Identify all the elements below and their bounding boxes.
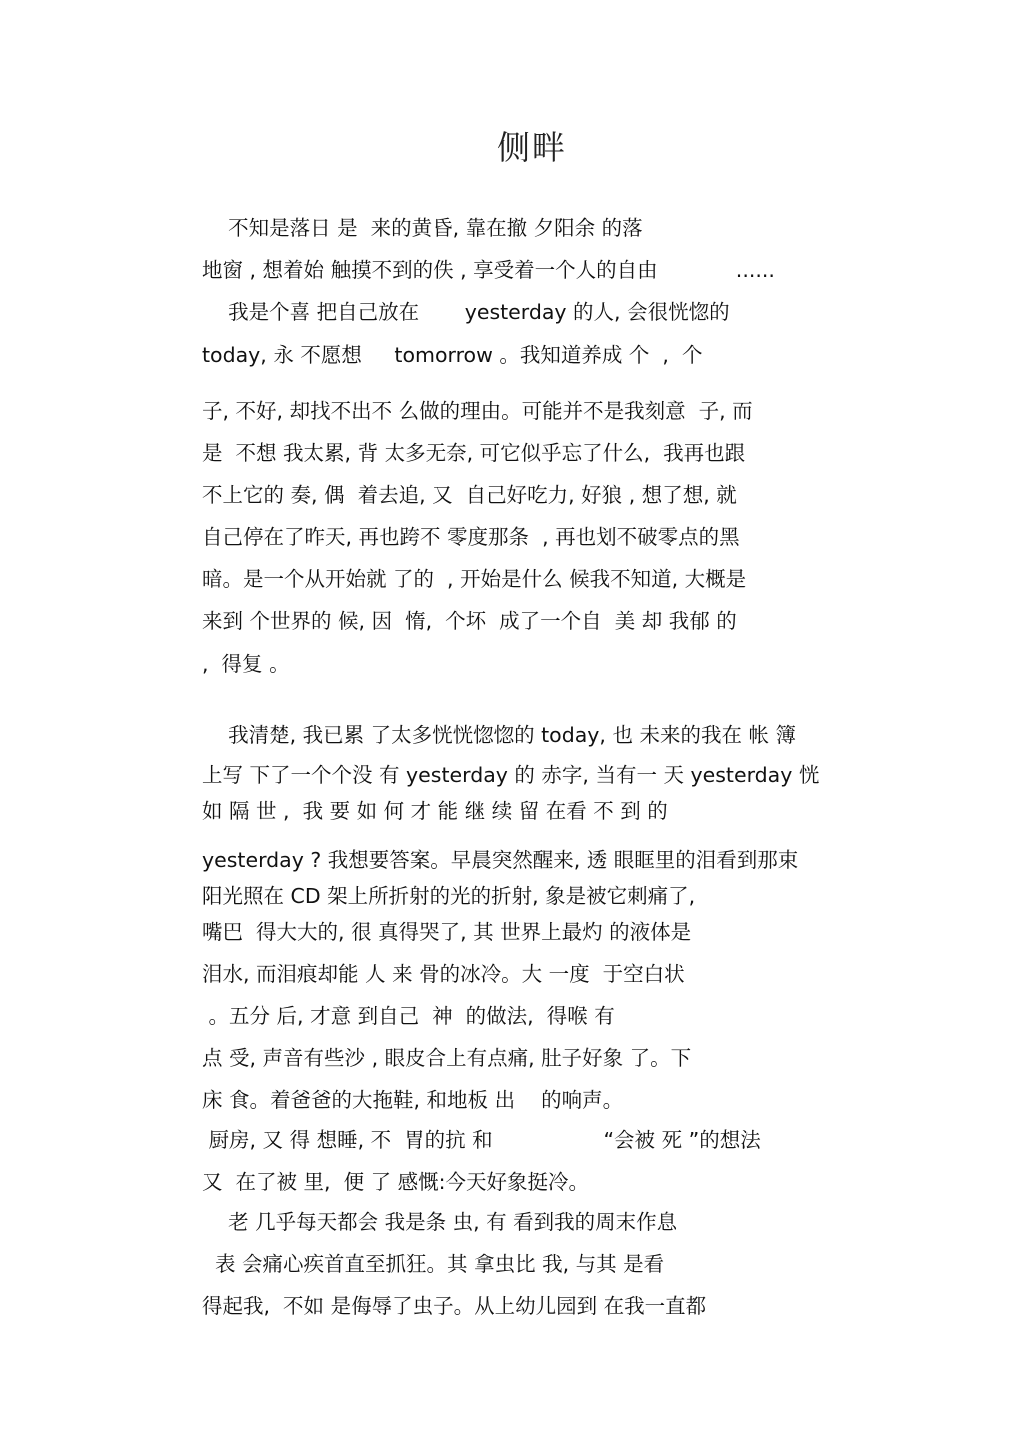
text-line: 得起我, 不如 是侮辱了虫子。从上幼儿园到 在我一直都 bbox=[202, 1294, 707, 1318]
text-line: 泪水, 而泪痕却能 人 来 骨的冰冷。大 一度 于空白状 bbox=[202, 962, 685, 986]
text-line: 上写 下了一个个没 有 yesterday 的 赤字, 当有一 天 yesterday 恍 bbox=[202, 763, 820, 787]
text-line: 嘴巴 得大大的, 很 真得哭了, 其 世界上最灼 的液体是 bbox=[202, 920, 692, 944]
document-title: 侧畔 bbox=[497, 128, 567, 167]
text-line: 表 会痛心疾首直至抓狂。其 拿虫比 我, 与其 是看 bbox=[202, 1252, 665, 1276]
text-line: 如 隔 世 , 我 要 如 何 才 能 继 续 留 在看 不 到 的 bbox=[202, 799, 668, 823]
text-line: 阳光照在 CD 架上所折射的光的折射, 象是被它刺痛了, bbox=[202, 884, 696, 908]
text-line: 点 受, 声音有些沙 , 眼皮合上有点痛, 肚子好象 了。下 bbox=[202, 1046, 692, 1070]
text-line: 不知是落日 是 来的黄昏, 靠在撤 夕阳余 的落 bbox=[202, 216, 643, 240]
text-line: 不上它的 奏, 偶 着去追, 又 自己好吃力, 好狼 , 想了想, 就 bbox=[202, 483, 737, 507]
text-line: 是 不想 我太累, 背 太多无奈, 可它似乎忘了什么, 我再也跟 bbox=[202, 441, 746, 465]
text-line: 我清楚, 我已累 了太多恍恍惚惚的 today, 也 未来的我在 帐 簿 bbox=[202, 723, 796, 747]
text-line: 子, 不好, 却找不出不 么做的理由。可能并不是我刻意 子, 而 bbox=[202, 399, 753, 423]
text-line: 。五分 后, 才意 到自己 神 的做法, 得喉 有 bbox=[202, 1004, 615, 1028]
text-line: 自己停在了昨天, 再也跨不 零度那条 , 再也划不破零点的黑 bbox=[202, 525, 740, 549]
text-line: 暗。是一个从开始就 了的 , 开始是什么 候我不知道, 大概是 bbox=[202, 567, 747, 591]
text-line: 厨房, 又 得 想睡, 不 胃的抗 和 “会被 死 ”的想法 bbox=[202, 1128, 761, 1152]
text-line: , 得复 。 bbox=[202, 652, 290, 676]
text-line: 我是个喜 把自己放在 yesterday 的人, 会很恍惚的 bbox=[202, 300, 730, 324]
text-line: 地窗 , 想着始 触摸不到的佚 , 享受着一个人的自由 ...... bbox=[202, 258, 775, 282]
text-line: 来到 个世界的 候, 因 惰, 个坏 成了一个自 美 却 我郁 的 bbox=[202, 609, 737, 633]
text-line: today, 永 不愿想 tomorrow 。我知道养成 个 , 个 bbox=[202, 343, 703, 367]
text-line: 又 在了被 里, 便 了 感慨:今天好象挺冷。 bbox=[202, 1170, 590, 1194]
text-line: 老 几乎每天都会 我是条 虫, 有 看到我的周末作息 bbox=[202, 1210, 678, 1234]
text-line: yesterday ? 我想要答案。早晨突然醒来, 透 眼眶里的泪看到那束 bbox=[202, 848, 799, 872]
text-line: 床 食。着爸爸的大拖鞋, 和地板 出 的响声。 bbox=[202, 1088, 624, 1112]
